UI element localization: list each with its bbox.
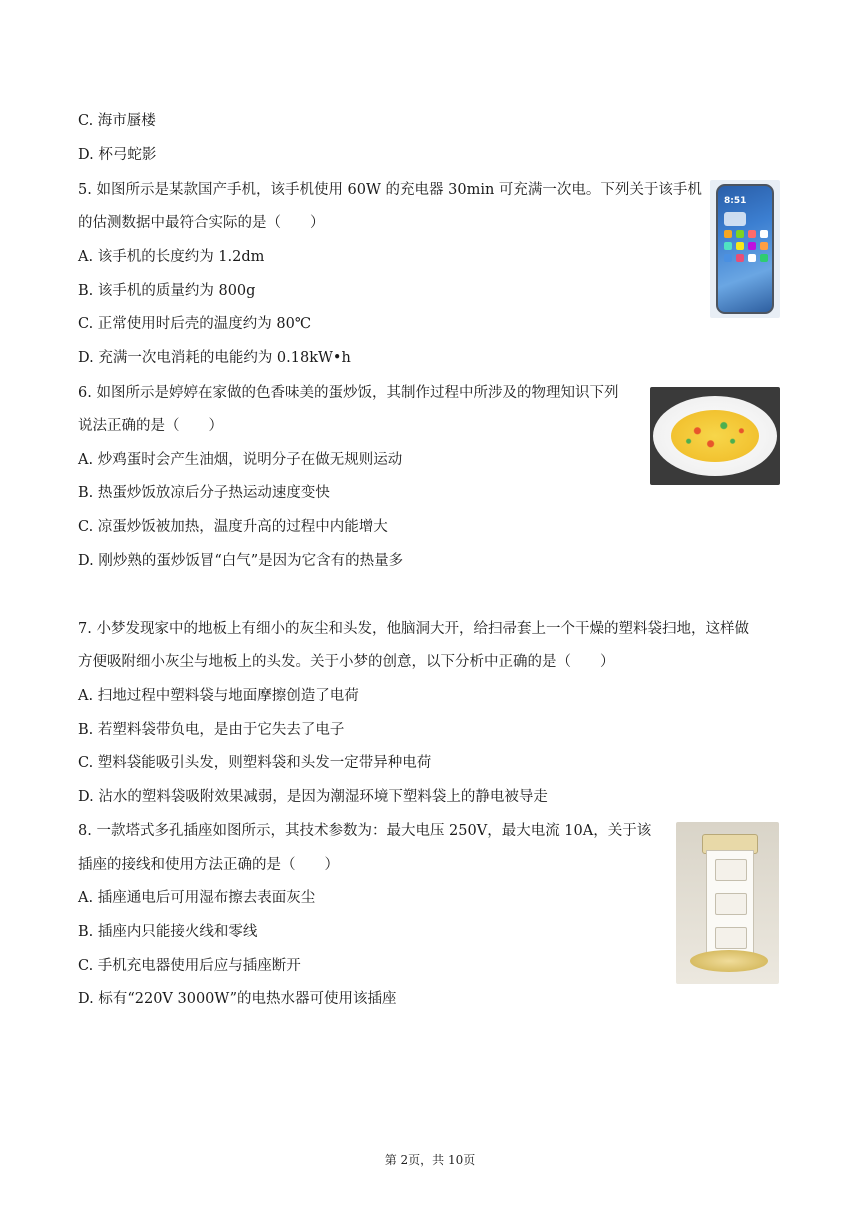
question-5-option-b: B. 该手机的质量约为 800g: [78, 283, 256, 299]
question-7-stem-line1: 7. 小梦发现家中的地板上有细小的灰尘和头发，他脑洞大开，给扫帚套上一个干燥的塑料袋扫地，这样做: [78, 621, 749, 637]
question-8-stem-line1: 8. 一款塔式多孔插座如图所示，其技术参数为：最大电压 250V，最大电流 10A，关于该: [78, 823, 652, 839]
app-icon: [736, 254, 744, 262]
phone-widget: [724, 212, 746, 226]
question-5-stem-line2: 的估测数据中最符合实际的是（ ）: [78, 215, 325, 231]
phone-clock: 8:51: [724, 196, 747, 206]
app-icon: [748, 230, 756, 238]
question-5-option-a: A. 该手机的长度约为 1.2dm: [78, 249, 265, 265]
phone-app-grid: [724, 230, 768, 262]
phone-image: [710, 180, 780, 318]
question-6-stem-line1: 6. 如图所示是婷婷在家做的色香味美的蛋炒饭，其制作过程中所涉及的物理知识下列: [78, 385, 619, 401]
question-6-stem-line2: 说法正确的是（ ）: [78, 418, 223, 434]
app-icon: [724, 230, 732, 238]
question-5-option-c: C. 正常使用时后壳的温度约为 80℃: [78, 316, 312, 332]
app-icon: [748, 254, 756, 262]
outlet: [715, 893, 747, 915]
app-icon: [724, 242, 732, 250]
question-7-option-b: B. 若塑料袋带负电，是由于它失去了电子: [78, 722, 345, 738]
question-6-option-c: C. 凉蛋炒饭被加热，温度升高的过程中内能增大: [78, 519, 388, 535]
question-6-option-d: D. 刚炒熟的蛋炒饭冒“白气”是因为它含有的热量多: [78, 553, 404, 569]
question-8-option-b: B. 插座内只能接火线和零线: [78, 924, 258, 940]
question-8-option-c: C. 手机充电器使用后应与插座断开: [78, 958, 301, 974]
option-c-prev: C. 海市蜃楼: [78, 113, 156, 129]
socket-tower: [706, 850, 754, 956]
egg-fried-rice: [671, 410, 759, 462]
outlet: [715, 859, 747, 881]
app-icon: [736, 242, 744, 250]
question-5-stem-line1: 5. 如图所示是某款国产手机，该手机使用 60W 的充电器 30min 可充满一次电。下列关于该手机: [78, 182, 702, 198]
app-icon: [724, 254, 732, 262]
outlet: [715, 927, 747, 949]
option-d-prev: D. 杯弓蛇影: [78, 147, 157, 163]
question-8-stem-line2: 插座的接线和使用方法正确的是（ ）: [78, 857, 339, 873]
question-8-option-d: D. 标有“220V 3000W”的电热水器可使用该插座: [78, 991, 397, 1007]
page-footer: 第 2页，共 10页: [384, 1153, 476, 1167]
question-8-option-a: A. 插座通电后可用湿布擦去表面灰尘: [78, 890, 316, 906]
question-7-option-d: D. 沾水的塑料袋吸附效果减弱，是因为潮湿环境下塑料袋上的静电被导走: [78, 789, 548, 805]
app-icon: [748, 242, 756, 250]
question-7-stem-line2: 方便吸附细小灰尘与地板上的头发。关于小梦的创意，以下分析中正确的是（ ）: [78, 654, 615, 670]
app-icon: [760, 254, 768, 262]
question-6-option-a: A. 炒鸡蛋时会产生油烟，说明分子在做无规则运动: [78, 452, 403, 468]
fried-rice-image: [650, 387, 780, 485]
tower-socket-image: [676, 822, 779, 984]
phone-body: [716, 184, 774, 314]
question-6-option-b: B. 热蛋炒饭放凉后分子热运动速度变快: [78, 485, 330, 501]
plate: [653, 396, 777, 476]
question-5-option-d: D. 充满一次电消耗的电能约为 0.18kW•h: [78, 350, 351, 366]
question-7-option-c: C. 塑料袋能吸引头发，则塑料袋和头发一定带异种电荷: [78, 755, 432, 771]
app-icon: [760, 230, 768, 238]
app-icon: [736, 230, 744, 238]
socket-base: [690, 950, 768, 972]
question-7-option-a: A. 扫地过程中塑料袋与地面摩擦创造了电荷: [78, 688, 359, 704]
app-icon: [760, 242, 768, 250]
